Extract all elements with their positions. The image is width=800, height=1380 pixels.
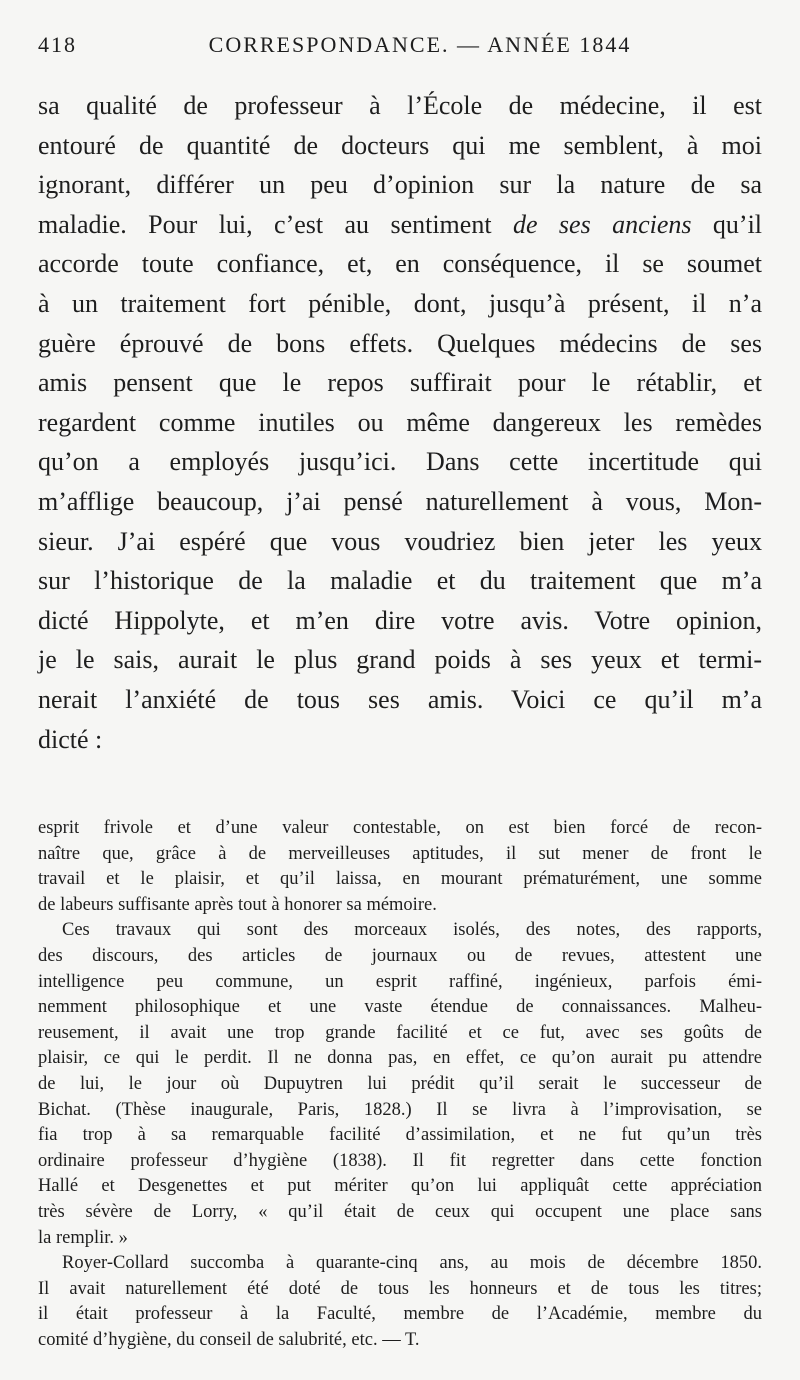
footnote-line: Il avait naturellement été doté de tous les honneurs et de tous les titres;	[38, 1278, 762, 1299]
body-line: m’afflige beaucoup, j’ai pensé naturellement à vous, Mon-	[38, 486, 762, 516]
footnote-line: esprit frivole et d’une valeur contestable, on est bien forcé de recon-	[38, 818, 762, 838]
footnote-text	[38, 816, 762, 1353]
body-line: guère éprouvé de bons effets. Quelques médecins de ses	[38, 328, 762, 358]
body-line-start: maladie. Pour lui, c’est au sentiment	[38, 209, 492, 239]
body-line: ignorant, différer un peu d’opinion sur la nature de sa	[38, 170, 762, 200]
body-line: sur l’historique de la maladie et du traitement que m’a	[38, 566, 762, 596]
footnote-line: très sévère de Lorry, « qu’il était de ceux qui occupent une place sans	[38, 1201, 762, 1222]
body-line-with-italic	[38, 205, 762, 245]
running-title: CORRESPONDANCE. — ANNÉE 1844	[208, 32, 632, 57]
footnote-line: de labeurs suffisante après tout à honorer sa mémoire.	[38, 894, 437, 915]
footnote-line: Royer-Collard succomba à quarante-cinq ans, au mois de décembre 1850.	[62, 1253, 762, 1274]
body-line: sa qualité de professeur à l’École de médecine, il est	[38, 91, 762, 120]
footnote-line: intelligence peu commune, un esprit raffiné, ingénieux, parfois émi-	[38, 971, 762, 992]
footnote-line: des discours, des articles de journaux ou de revues, attestent une	[38, 945, 762, 966]
footnote-line: fia trop à sa remarquable facilité d’assimilation, et ne fut qu’un très	[38, 1125, 762, 1146]
body-line: accorde toute confiance, et, en conséquence, il se soumet	[38, 249, 762, 279]
body-line: à un traitement fort pénible, dont, jusqu’à présent, il n’a	[38, 288, 762, 318]
footnote-line: Ces travaux qui sont des morceaux isolés, des notes, des rapports,	[62, 920, 762, 941]
body-line: sieur. J’ai espéré que vous voudriez bien jeter les yeux	[38, 526, 762, 556]
page-number: 418	[38, 32, 77, 57]
body-line: je le sais, aurait le plus grand poids à ses yeux et termi-	[38, 645, 762, 675]
footnote-line: travail et le plaisir, et qu’il laissa, en mourant prématurément, une somme	[38, 869, 762, 890]
italic-phrase: de ses anciens	[512, 209, 692, 239]
body-line: regardent comme inutiles ou même dangereux les remèdes	[38, 407, 762, 437]
body-text	[38, 86, 762, 759]
footnote-line: il était professeur à la Faculté, membre de l’Académie, membre du	[38, 1304, 762, 1325]
footnote-line: Hallé et Desgenettes et put mériter qu’on lui appliquât cette appréciation	[38, 1176, 762, 1197]
body-line: dicté :	[38, 724, 103, 754]
body-line: qu’on a employés jusqu’ici. Dans cette incertitude qui	[38, 447, 762, 477]
footnote-line: Bichat. (Thèse inaugurale, Paris, 1828.) Il se livra à l’improvisation, se	[38, 1099, 762, 1120]
footnote-line: nemment philosophique et une vaste étendue de connaissances. Malheu-	[38, 997, 762, 1018]
footnote-line: de lui, le jour où Dupuytren lui prédit qu’il serait le successeur de	[38, 1073, 762, 1094]
body-line: dicté Hippolyte, et m’en dire votre avis. Votre opinion,	[38, 605, 762, 635]
body-line: entouré de quantité de docteurs qui me semblent, à moi	[38, 130, 762, 160]
footnote-line: ordinaire professeur d’hygiène (1838). Il fit regretter dans cette fonction	[38, 1150, 762, 1171]
page-header	[38, 32, 762, 66]
footnote-line: naître que, grâce à de merveilleuses aptitudes, il sut mener de front le	[38, 843, 762, 864]
footnote-line: reusement, il avait une trop grande facilité et ce fut, avec ses goûts de	[38, 1022, 762, 1043]
footnote-line: la remplir. »	[38, 1227, 128, 1248]
footnote-line: comité d’hygiène, du conseil de salubrité, etc. — T.	[38, 1329, 420, 1350]
body-line: nerait l’anxiété de tous ses amis. Voici ce qu’il m’a	[38, 684, 762, 714]
body-line-end: qu’il	[712, 209, 763, 239]
body-line: amis pensent que le repos suffirait pour le rétablir, et	[38, 368, 762, 398]
footnote-line: plaisir, ce qui le perdit. Il ne donna pas, en effet, ce qu’on aurait pu attendre	[38, 1048, 762, 1069]
